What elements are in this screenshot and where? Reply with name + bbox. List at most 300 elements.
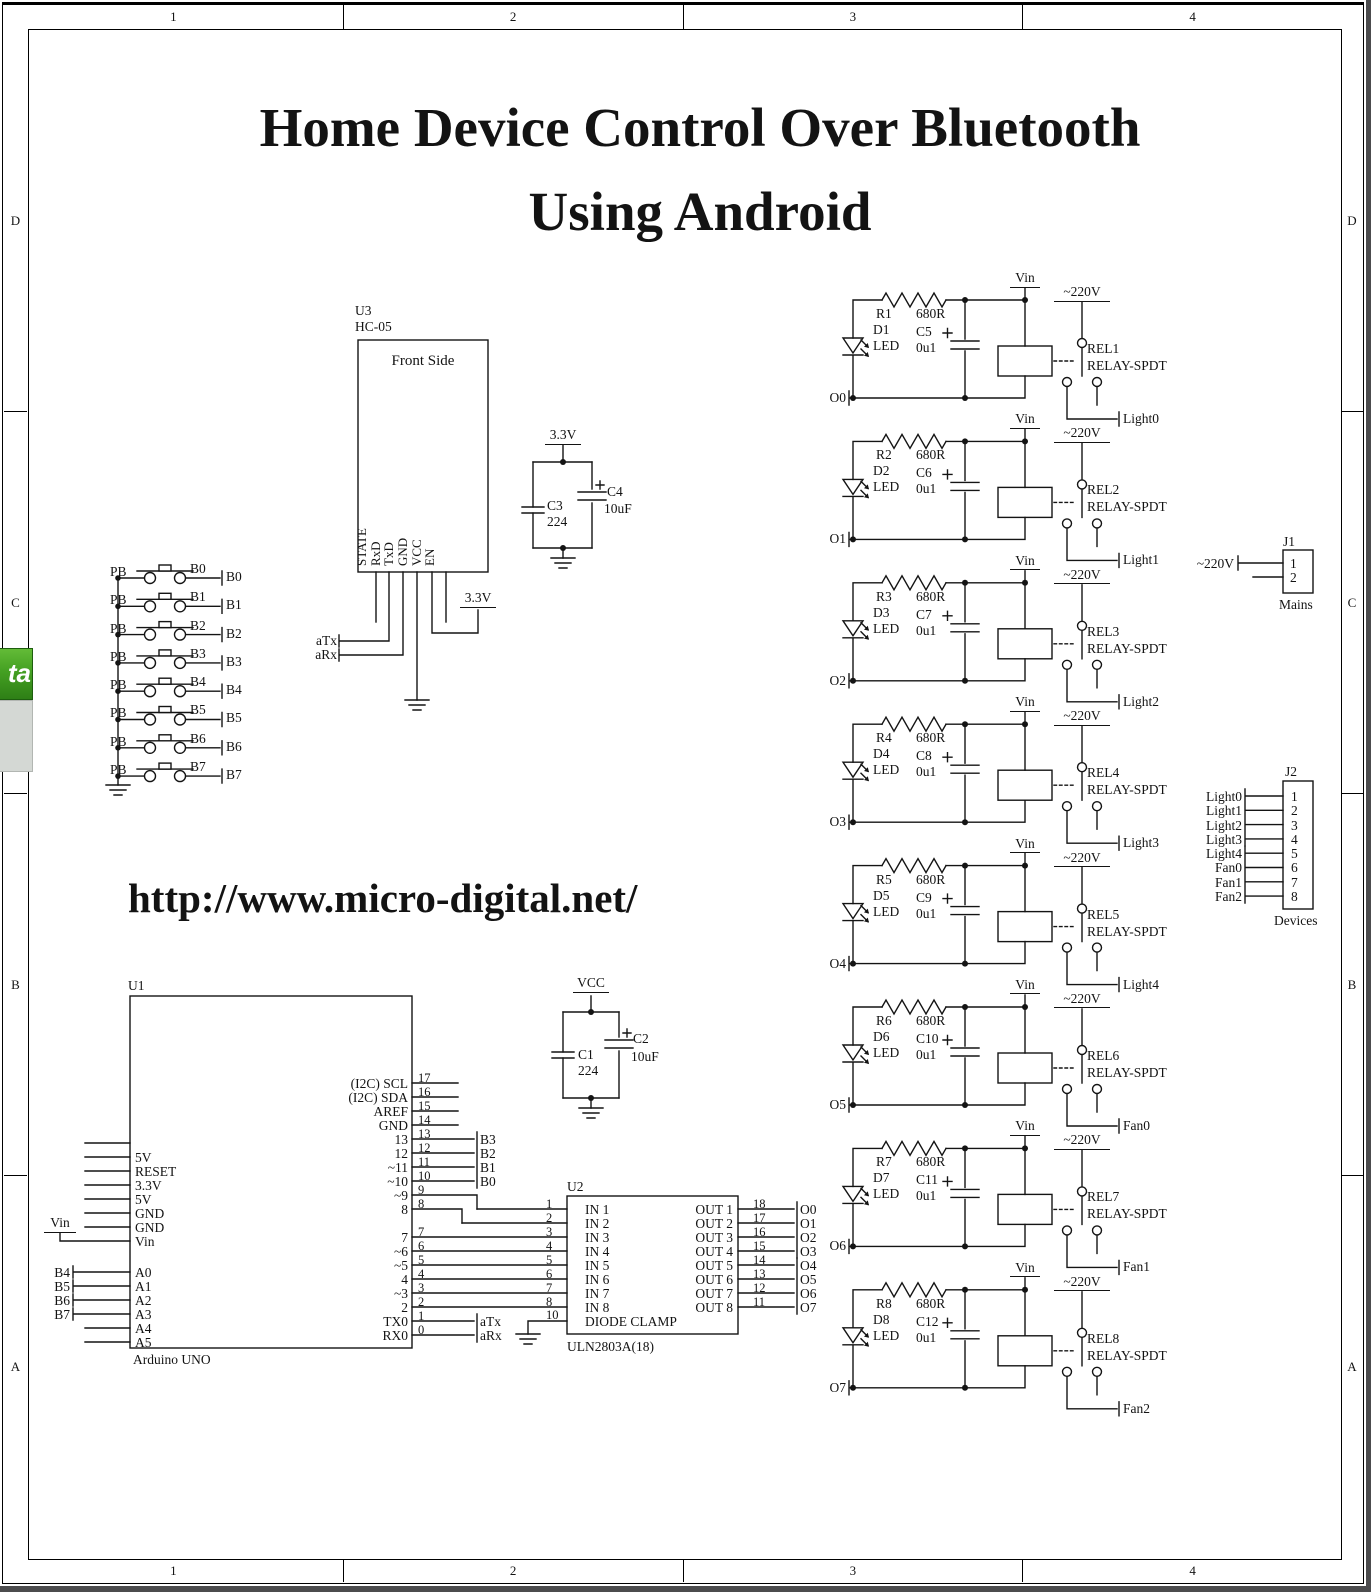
port-label: O5 bbox=[800, 1272, 817, 1287]
pin-number: 2 bbox=[418, 1295, 425, 1309]
pin-number: 16 bbox=[753, 1225, 766, 1239]
pin-label: GND bbox=[135, 1206, 165, 1221]
relay-stage bbox=[820, 270, 1180, 426]
pin-number: 7 bbox=[418, 1225, 425, 1239]
port-label: B3 bbox=[226, 653, 242, 669]
side-tab-overlay[interactable]: ta bbox=[0, 648, 33, 700]
port-mains: ~220V bbox=[1196, 556, 1234, 571]
cap-ref: C2 bbox=[633, 1031, 649, 1046]
net-label: B4 bbox=[190, 674, 206, 690]
u1-pin-row bbox=[40, 1279, 280, 1293]
pb-label: PB bbox=[110, 592, 127, 608]
pin-label: DIODE CLAMP bbox=[585, 1314, 677, 1329]
frame-column-label: 2 bbox=[344, 1560, 684, 1582]
pin-number: 3 bbox=[1291, 817, 1298, 833]
port-label: aTx bbox=[480, 1314, 501, 1329]
pin-label: IN 8 bbox=[585, 1300, 610, 1315]
power-port-mains: ~220V bbox=[1054, 708, 1110, 726]
button-row bbox=[100, 759, 320, 790]
power-port-vin: Vin bbox=[1010, 1118, 1040, 1136]
u3-face-label: Front Side bbox=[391, 353, 455, 369]
port-label: Light3 bbox=[1206, 831, 1242, 847]
resistor-value: 680R bbox=[916, 730, 946, 746]
power-port-vin: Vin bbox=[1010, 1260, 1040, 1278]
cap-value: 10uF bbox=[604, 501, 632, 516]
button-row bbox=[100, 702, 320, 733]
pin-number: 13 bbox=[418, 1127, 431, 1141]
pin-label: (I2C) SDA bbox=[348, 1090, 408, 1105]
relay-ref: REL6 bbox=[1087, 1047, 1120, 1063]
relay-stage bbox=[820, 1118, 1180, 1275]
pin-number: 13 bbox=[753, 1267, 766, 1281]
u1-pin-row bbox=[282, 1309, 542, 1329]
button-rows bbox=[100, 561, 320, 790]
u1-pin-row bbox=[282, 1155, 542, 1175]
load-port: Fan1 bbox=[1123, 1259, 1150, 1275]
port-label: B5 bbox=[226, 710, 242, 726]
pin-label: ~3 bbox=[393, 1286, 408, 1301]
window-edge-bottom bbox=[0, 1586, 1371, 1592]
load-port: Light1 bbox=[1123, 552, 1159, 568]
u1-pin-row bbox=[282, 1239, 542, 1259]
port-label: B5 bbox=[54, 1279, 70, 1294]
resistor-ref: R6 bbox=[876, 1012, 892, 1028]
resistor-value: 680R bbox=[916, 588, 946, 604]
port-label: B4 bbox=[54, 1265, 70, 1280]
relay-stage bbox=[820, 411, 1180, 568]
led-ref: D3 bbox=[873, 604, 890, 620]
port-label: B0 bbox=[480, 1174, 496, 1189]
power-port-vin: Vin bbox=[1010, 694, 1040, 712]
cap-value: 0u1 bbox=[916, 1188, 937, 1204]
cap-ref: C1 bbox=[578, 1047, 594, 1062]
cap-ref: C3 bbox=[547, 498, 563, 513]
port-label: Fan2 bbox=[1215, 889, 1242, 905]
relay-stage bbox=[820, 976, 1180, 1133]
port-label: B6 bbox=[226, 738, 242, 754]
pin-label: ~9 bbox=[393, 1188, 408, 1203]
led-value: LED bbox=[873, 1044, 900, 1060]
led-value: LED bbox=[873, 903, 900, 919]
pin-label: ~10 bbox=[387, 1174, 408, 1189]
u1-pin-row bbox=[282, 1295, 542, 1315]
cap-ref: C7 bbox=[916, 606, 932, 622]
load-port: Fan0 bbox=[1123, 1117, 1150, 1133]
output-port: O1 bbox=[829, 531, 846, 547]
cap-value: 0u1 bbox=[916, 622, 937, 638]
frame-column-label: 1 bbox=[4, 1560, 344, 1582]
schematic-page: 1 2 3 4 1 2 3 4 D C B A D C B A Home Device Control Over Bluetooth Using Android http://www.micro-digital.net/ U3 HC-05 Front Side STATE RxD TxD GND VCC EN aTx aRx 3.3V 3.3V C3 224 C4 10uF VCC C1 224 C2 10uF PB B0 B0 PB B1 B1 PB B2 B2 PB B3 B3 PB B4 B4 PB B5 B5 PB B6 B6 PB B7 B7 U1 Arduino UNO Vin 5V RESET 3.3V 5V GND GND Vin B4 A0 B5 A1 B6 A2 B7 A3 A4 A5 (I2C) SCL 17 (I2C) SDA 16 AREF 15 GND 14 13 13 B3 12 12 B2 ~11 11 B1 ~10 10 B0 ~9 9 8 8 7 7 ~6 6 ~5 5 4 4 ~3 3 2 2 TX0 1 aTx RX0 0 aRx U2 ULN2803A(18) 1 IN 1 2 IN 2 3 IN 3 4 IN 4 5 IN 5 6 IN 6 7 IN 7 8 IN 8 10 DIODE CLAMP OUT 1 18 O0 OUT 2 17 O1 OUT 3 16 O2 OUT 4 15 O3 OUT 5 14 O4 OUT 6 13 O5 OUT 7 12 O6 OUT 8 11 O7 O0 R1 680R D1 LED C5 0u1 Vin ~220V REL1 RELAY-SPDT Light0 O1 R2 680R D2 LED C6 0u1 Vin ~220V REL2 RELAY-SPDT Light1 O2 R3 680R D3 LED C7 0u1 Vin ~220V REL3 RELAY-SPDT Light2 O3 R4 680R D4 LED C8 0u1 Vin ~220V REL4 RELAY-SPDT Light3 O4 R5 680R D5 LED C9 0u1 Vin ~220V REL5 RELAY-SPDT Light4 O5 R6 680R D6 LED C10 0u1 Vin ~220V REL6 RELAY-SPDT Fan0 O6 R7 680R D7 LED C11 0u1 Vin ~220V REL7 RELAY-SPDT Fan1 O7 R8 680R D8 LED C12 0u1 Vin ~220V REL8 RELAY-SPDT Fan2 J1 ~220V 1 2 Mains J2 Devices Light0 1 Light1 2 Light2 3 Light3 4 Light4 5 Fan0 6 Fan1 7 Fan2 8 ta bbox=[0, 0, 1371, 1592]
pin-label: OUT 5 bbox=[695, 1258, 733, 1273]
port-label: O2 bbox=[800, 1230, 817, 1245]
j2-name: Devices bbox=[1274, 913, 1318, 928]
pin-label: 7 bbox=[401, 1230, 408, 1245]
net-label: B5 bbox=[190, 702, 206, 718]
relay-value: RELAY-SPDT bbox=[1087, 1064, 1167, 1080]
pin-number: 8 bbox=[418, 1197, 425, 1211]
pin-label: A5 bbox=[135, 1335, 152, 1350]
port-label: Fan0 bbox=[1215, 860, 1242, 876]
frame-column-label: 3 bbox=[684, 4, 1024, 29]
pin-number: 3 bbox=[418, 1281, 425, 1295]
j2-row bbox=[1180, 832, 1320, 846]
relay-value: RELAY-SPDT bbox=[1087, 1347, 1167, 1363]
power-port-vin: Vin bbox=[1010, 553, 1040, 571]
relay-value: RELAY-SPDT bbox=[1087, 358, 1167, 373]
relay-value: RELAY-SPDT bbox=[1087, 499, 1167, 515]
resistor-value: 680R bbox=[916, 1012, 946, 1028]
j1-ref: J1 bbox=[1283, 534, 1296, 549]
pin-number: 5 bbox=[1291, 846, 1298, 862]
port-label: Light0 bbox=[1206, 789, 1242, 804]
pin-number: 15 bbox=[418, 1099, 431, 1113]
pin-label: 13 bbox=[394, 1132, 408, 1147]
net-label: B3 bbox=[190, 645, 206, 661]
cap-value: 0u1 bbox=[916, 1046, 937, 1062]
u1-pin-row bbox=[282, 1141, 542, 1161]
cap-value: 224 bbox=[547, 514, 568, 529]
relay-ref: REL5 bbox=[1087, 906, 1120, 922]
load-port: Light4 bbox=[1123, 976, 1159, 992]
cap-value: 224 bbox=[578, 1063, 599, 1078]
pin-label: RESET bbox=[135, 1164, 177, 1179]
pb-label: PB bbox=[110, 648, 127, 664]
pin-label: TX0 bbox=[383, 1314, 408, 1329]
u1-ref: U1 bbox=[128, 978, 145, 993]
pin-number: 18 bbox=[753, 1197, 766, 1211]
port-arx: aRx bbox=[315, 647, 337, 662]
relay-ref: REL2 bbox=[1087, 482, 1120, 498]
resistor-value: 680R bbox=[916, 447, 946, 463]
frame-row-label: D bbox=[1341, 30, 1363, 412]
port-label: Light1 bbox=[1206, 803, 1242, 819]
j2-row bbox=[1180, 860, 1320, 874]
u1-pin-row bbox=[282, 1127, 542, 1147]
led-ref: D4 bbox=[873, 746, 890, 762]
u1-pin-row bbox=[282, 1085, 542, 1105]
pin-label: A2 bbox=[135, 1293, 152, 1308]
relay-value: RELAY-SPDT bbox=[1087, 923, 1167, 939]
u1-right-pins-b bbox=[282, 1225, 542, 1343]
button-row bbox=[100, 561, 320, 592]
output-port: O2 bbox=[829, 672, 846, 688]
output-port: O4 bbox=[829, 955, 846, 971]
output-port: O3 bbox=[829, 814, 846, 830]
resistor-value: 680R bbox=[916, 1295, 946, 1311]
pin-label: 12 bbox=[394, 1146, 408, 1161]
pin-number: 7 bbox=[1291, 874, 1298, 890]
power-port-vcc: VCC bbox=[573, 975, 609, 993]
port-label: Light4 bbox=[1206, 846, 1242, 862]
pin-label: ~5 bbox=[393, 1258, 408, 1273]
frame-column-label: 3 bbox=[684, 1560, 1024, 1582]
pin-number: 12 bbox=[753, 1281, 766, 1295]
pin-label: 2 bbox=[401, 1300, 408, 1315]
port-label: B2 bbox=[226, 625, 242, 641]
cap-value: 0u1 bbox=[916, 905, 937, 921]
frame-row-label: B bbox=[1341, 794, 1363, 1176]
led-ref: D2 bbox=[873, 463, 890, 479]
port-label: B1 bbox=[480, 1160, 496, 1175]
u1-pin-row bbox=[40, 1335, 280, 1349]
port-label: Light2 bbox=[1206, 817, 1242, 833]
u1-right-pins-a bbox=[282, 1071, 542, 1217]
led-ref: D7 bbox=[873, 1170, 890, 1186]
pin-number: 8 bbox=[546, 1295, 553, 1309]
relay-stage bbox=[820, 835, 1180, 992]
button-row bbox=[100, 730, 320, 762]
resistor-ref: R7 bbox=[876, 1154, 892, 1170]
pin-number: 15 bbox=[753, 1239, 766, 1253]
pin-number: 2 bbox=[1290, 570, 1297, 585]
cap-value: 0u1 bbox=[916, 764, 937, 780]
u1-pin-row bbox=[40, 1164, 280, 1178]
frame-column-label: 2 bbox=[344, 4, 684, 29]
port-label: O3 bbox=[800, 1244, 817, 1259]
pb-label: PB bbox=[110, 677, 127, 693]
port-label: Fan1 bbox=[1215, 874, 1242, 890]
cap-value: 0u1 bbox=[916, 481, 937, 497]
decoupling-3v3-wiring bbox=[522, 445, 606, 568]
pin-number: 7 bbox=[546, 1281, 553, 1295]
relay-ref: REL3 bbox=[1087, 623, 1120, 639]
relay-value: RELAY-SPDT bbox=[1087, 1206, 1167, 1222]
pin-label: GND bbox=[135, 1220, 165, 1235]
resistor-ref: R8 bbox=[876, 1295, 892, 1311]
u1-pin-row bbox=[282, 1071, 542, 1091]
j1-wiring bbox=[1238, 550, 1313, 593]
cap-ref: C10 bbox=[916, 1030, 939, 1046]
power-port-vin: Vin bbox=[1010, 411, 1040, 429]
net-label: B7 bbox=[190, 759, 206, 775]
power-port-mains: ~220V bbox=[1054, 567, 1110, 585]
pin-label: IN 4 bbox=[585, 1244, 610, 1259]
frame-row-label: D bbox=[4, 30, 27, 412]
resistor-value: 680R bbox=[916, 871, 946, 887]
led-value: LED bbox=[873, 338, 900, 353]
pin-number: 1 bbox=[418, 1309, 425, 1323]
pin-label: Vin bbox=[135, 1234, 155, 1249]
pin-number: 6 bbox=[418, 1239, 425, 1253]
pb-label: PB bbox=[110, 620, 127, 636]
frame-row-label: C bbox=[1341, 412, 1363, 794]
resistor-ref: R5 bbox=[876, 871, 892, 887]
u1-left-pins bbox=[40, 1136, 280, 1248]
cap-ref: C11 bbox=[916, 1172, 939, 1188]
port-label: aRx bbox=[480, 1328, 502, 1343]
pin-label: ~11 bbox=[387, 1160, 408, 1175]
relay-ref: REL7 bbox=[1087, 1189, 1120, 1205]
button-row bbox=[100, 645, 320, 677]
port-label: B6 bbox=[54, 1293, 70, 1308]
port-label: B2 bbox=[480, 1146, 496, 1161]
power-port-vin: Vin bbox=[44, 1215, 76, 1233]
cap-ref: C12 bbox=[916, 1313, 939, 1329]
port-label: B3 bbox=[480, 1132, 496, 1147]
port-label: O6 bbox=[800, 1286, 817, 1301]
pin-number: 9 bbox=[418, 1183, 425, 1197]
relay-ref: REL1 bbox=[1087, 341, 1120, 356]
u2-part: ULN2803A(18) bbox=[567, 1339, 654, 1354]
pin-number: 1 bbox=[546, 1197, 553, 1211]
pb-label: PB bbox=[110, 705, 127, 721]
power-port-3v3: 3.3V bbox=[545, 427, 581, 445]
j2-row bbox=[1180, 818, 1320, 832]
pin-label: (I2C) SCL bbox=[350, 1076, 408, 1091]
u1-pin-row bbox=[40, 1150, 280, 1164]
power-port-mains: ~220V bbox=[1054, 1132, 1110, 1150]
u2-ref: U2 bbox=[567, 1179, 584, 1194]
port-label: O1 bbox=[800, 1216, 817, 1231]
cap-ref: C8 bbox=[916, 748, 932, 764]
pin-number: 11 bbox=[753, 1295, 766, 1309]
pin-label: IN 2 bbox=[585, 1216, 610, 1231]
power-port-3v3: 3.3V bbox=[460, 590, 496, 608]
port-label: B0 bbox=[226, 569, 242, 584]
u1-analog-pins bbox=[40, 1265, 280, 1349]
u1-pin-row bbox=[282, 1169, 542, 1189]
pin-number: 5 bbox=[546, 1253, 553, 1267]
pin-label: A4 bbox=[135, 1321, 152, 1336]
u1-part: Arduino UNO bbox=[133, 1352, 211, 1367]
pin-number: 0 bbox=[418, 1323, 425, 1337]
resistor-value: 680R bbox=[916, 306, 946, 321]
frame-column-label: 4 bbox=[1189, 1563, 1196, 1578]
u1-pin-row bbox=[40, 1136, 280, 1150]
pin-label: IN 1 bbox=[585, 1202, 610, 1217]
pin-number: 14 bbox=[418, 1113, 431, 1127]
j2-rows bbox=[1180, 789, 1320, 903]
pin-number: 4 bbox=[418, 1267, 425, 1281]
u1-pin-row bbox=[282, 1113, 542, 1133]
pin-number: 2 bbox=[546, 1211, 553, 1225]
load-port: Fan2 bbox=[1123, 1400, 1150, 1416]
cap-ref: C4 bbox=[607, 484, 623, 499]
output-port: O5 bbox=[829, 1096, 846, 1112]
led-ref: D1 bbox=[873, 322, 890, 337]
button-row bbox=[100, 674, 320, 705]
website-url: http://www.micro-digital.net/ bbox=[128, 875, 638, 921]
port-label: B7 bbox=[226, 767, 242, 783]
pb-label: PB bbox=[110, 564, 127, 579]
j2-row bbox=[1180, 889, 1320, 903]
resistor-ref: R4 bbox=[876, 730, 892, 746]
pin-label: IN 3 bbox=[585, 1230, 610, 1245]
resistor-ref: R1 bbox=[876, 306, 892, 321]
cap-value: 10uF bbox=[631, 1049, 659, 1064]
load-port: Light2 bbox=[1123, 693, 1159, 709]
u1-pin-row bbox=[40, 1265, 280, 1279]
pin-number: 16 bbox=[418, 1085, 431, 1099]
u3-wiring bbox=[339, 340, 488, 710]
power-port-mains: ~220V bbox=[1054, 425, 1110, 443]
pin-label: OUT 2 bbox=[695, 1216, 733, 1231]
relay-value: RELAY-SPDT bbox=[1087, 640, 1167, 656]
output-port: O7 bbox=[829, 1379, 846, 1395]
pin-number: 6 bbox=[546, 1267, 553, 1281]
u1-pin-row bbox=[40, 1192, 280, 1206]
j2-row bbox=[1180, 803, 1320, 817]
u1-pin-row bbox=[40, 1321, 280, 1335]
pin-label: GND bbox=[378, 1118, 408, 1133]
pin-label: IN 7 bbox=[585, 1286, 610, 1301]
title-line-1: Home Device Control Over Bluetooth bbox=[259, 97, 1141, 158]
window-edge-right bbox=[1366, 0, 1371, 1592]
pin-number: 5 bbox=[418, 1253, 425, 1267]
pin-number: 3 bbox=[546, 1225, 553, 1239]
j2-row bbox=[1180, 789, 1320, 803]
resistor-value: 680R bbox=[916, 1154, 946, 1170]
cap-ref: C9 bbox=[916, 889, 932, 905]
power-port-vin: Vin bbox=[1010, 270, 1040, 288]
port-label: B1 bbox=[226, 597, 242, 613]
frame-row-label: C bbox=[4, 412, 27, 794]
u1-pin-row bbox=[40, 1234, 280, 1248]
power-port-vin: Vin bbox=[1010, 977, 1040, 995]
pin-label: 5V bbox=[135, 1192, 152, 1207]
title-line-2: Using Android bbox=[528, 181, 872, 242]
power-port-mains: ~220V bbox=[1054, 1274, 1110, 1292]
port-label: O7 bbox=[800, 1300, 817, 1315]
pin-label: OUT 4 bbox=[695, 1244, 733, 1259]
pin-label: RX0 bbox=[382, 1328, 408, 1343]
j2-row bbox=[1180, 846, 1320, 860]
relay-value: RELAY-SPDT bbox=[1087, 782, 1167, 798]
u1-pin-row bbox=[282, 1183, 542, 1203]
pin-label: OUT 7 bbox=[695, 1286, 733, 1301]
u1-pin-row bbox=[40, 1307, 280, 1321]
led-value: LED bbox=[873, 762, 900, 778]
u1-pin-row bbox=[40, 1206, 280, 1220]
j1-name: Mains bbox=[1279, 597, 1313, 612]
led-value: LED bbox=[873, 479, 900, 495]
u1-pin-row bbox=[282, 1197, 542, 1217]
pin-label: IN 6 bbox=[585, 1272, 610, 1287]
pin-label: A3 bbox=[135, 1307, 152, 1322]
pb-label: PB bbox=[110, 733, 127, 749]
load-port: Light0 bbox=[1123, 411, 1159, 426]
port-label: B4 bbox=[226, 682, 242, 698]
button-row bbox=[100, 617, 320, 649]
u1-pin-row bbox=[282, 1253, 542, 1273]
port-label: O4 bbox=[800, 1258, 817, 1273]
led-ref: D6 bbox=[873, 1028, 890, 1044]
pin-label: 8 bbox=[401, 1202, 408, 1217]
pin-number: 4 bbox=[1291, 831, 1298, 847]
u1-pin-row bbox=[40, 1293, 280, 1307]
j2-ref: J2 bbox=[1285, 764, 1298, 779]
relay-stage bbox=[820, 552, 1180, 709]
pin-label: OUT 8 bbox=[695, 1300, 733, 1315]
power-port-mains: ~220V bbox=[1054, 850, 1110, 868]
frame-column-label: 4 bbox=[1189, 8, 1196, 24]
pin-label: IN 5 bbox=[585, 1258, 610, 1273]
pin-number: 1 bbox=[1291, 789, 1298, 804]
port-atx: aTx bbox=[316, 633, 337, 648]
pin-number: 17 bbox=[418, 1071, 431, 1085]
output-port: O6 bbox=[829, 1238, 846, 1254]
frame-row-label: B bbox=[4, 794, 27, 1176]
pin-number: 8 bbox=[1291, 889, 1298, 905]
pin-label: ~6 bbox=[393, 1244, 408, 1259]
output-port: O0 bbox=[829, 390, 846, 405]
button-row bbox=[100, 589, 320, 620]
u1-pin-row bbox=[282, 1099, 542, 1119]
relay-stages bbox=[820, 270, 1180, 1416]
u3-part: HC-05 bbox=[355, 319, 392, 334]
resistor-ref: R3 bbox=[876, 588, 892, 604]
relay-ref: REL8 bbox=[1087, 1330, 1120, 1346]
